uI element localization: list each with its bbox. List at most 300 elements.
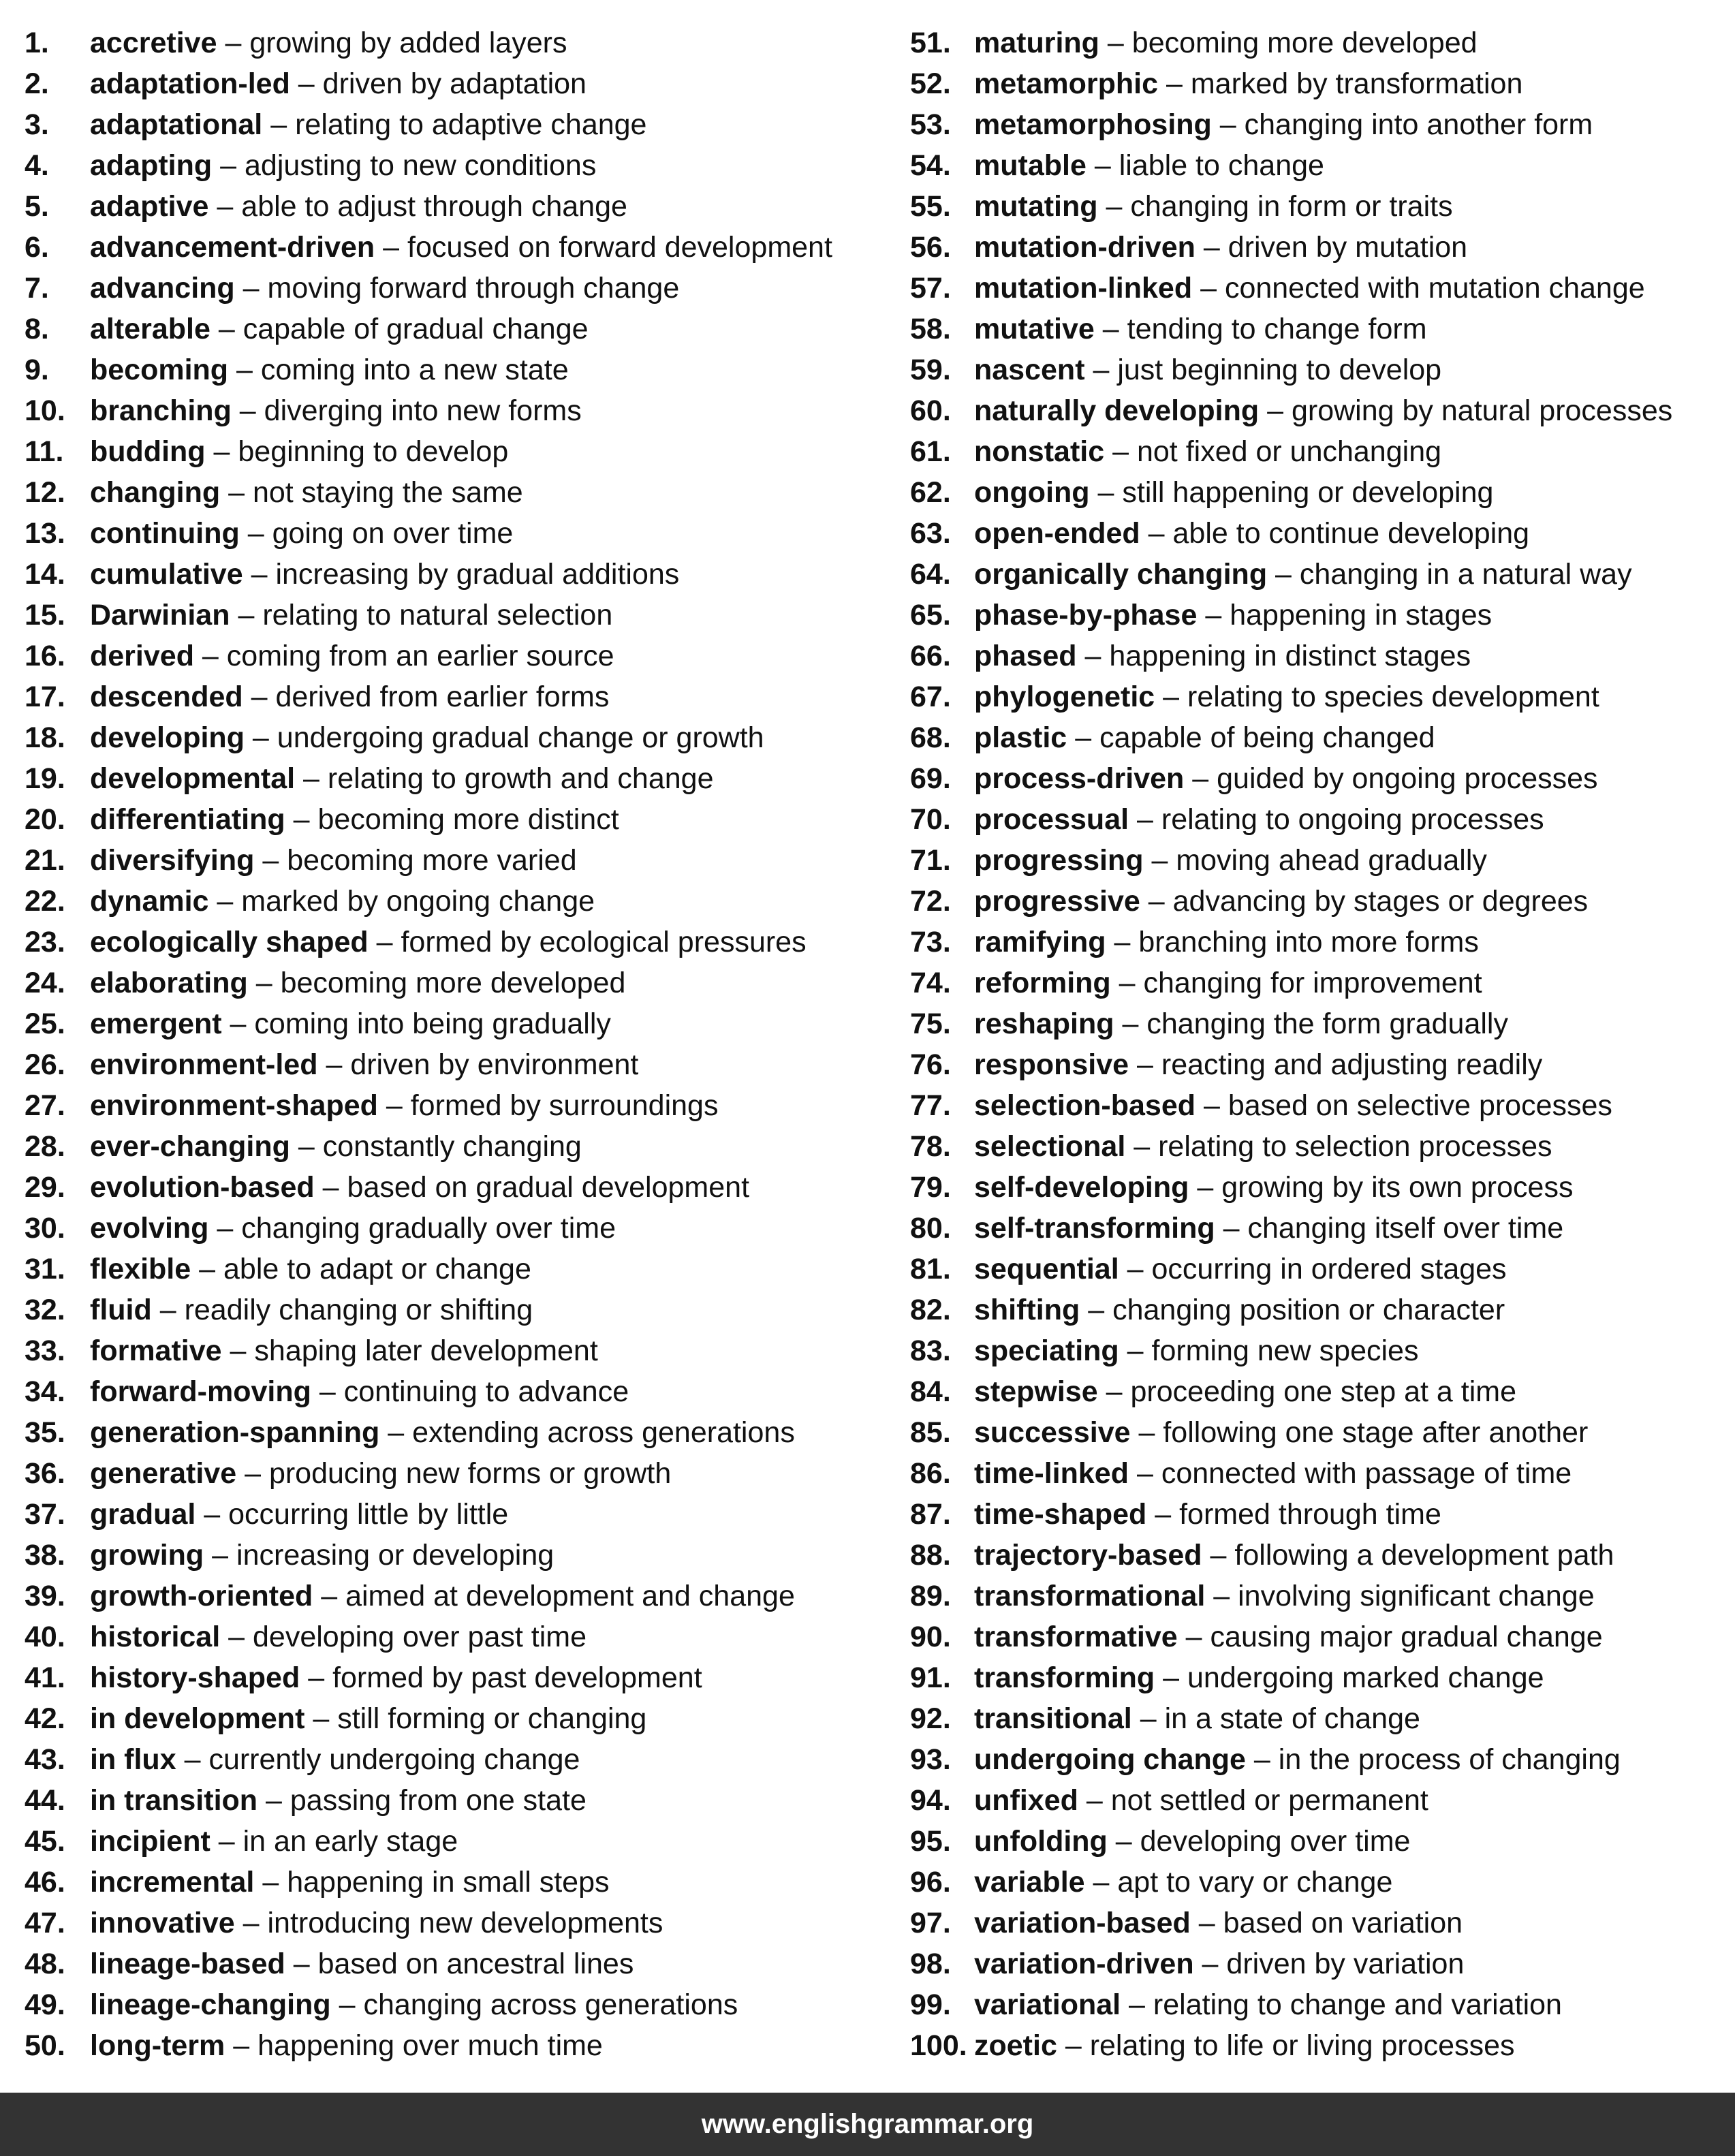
item-number: 49. (25, 1988, 65, 2021)
list-item (25, 390, 890, 431)
item-number: 54. (910, 149, 951, 182)
item-number: 84. (910, 1375, 951, 1408)
list-item (25, 1412, 890, 1453)
item-word: accretive (90, 27, 217, 59)
list-item (910, 922, 1728, 963)
item-separator: – (1119, 967, 1136, 999)
item-separator: – (218, 1825, 235, 1858)
list-item (910, 1290, 1728, 1330)
item-number: 35. (25, 1416, 65, 1449)
item-number: 88. (910, 1539, 951, 1572)
item-definition: reacting and adjusting readily (1161, 1048, 1543, 1081)
item-definition: driven by environment (350, 1048, 639, 1081)
item-word: incipient (90, 1825, 210, 1858)
item-separator: – (388, 1416, 405, 1449)
item-number: 64. (910, 558, 951, 591)
item-definition: causing major gradual change (1210, 1621, 1603, 1653)
item-number: 82. (910, 1294, 951, 1326)
item-definition: passing from one state (290, 1784, 587, 1817)
item-separator: – (1086, 1784, 1103, 1817)
list-item (910, 758, 1728, 799)
item-separator: – (1148, 885, 1165, 918)
item-separator: – (1134, 1130, 1151, 1163)
item-number: 38. (25, 1539, 65, 1572)
item-separator: – (251, 558, 268, 591)
item-number: 89. (910, 1580, 951, 1612)
list-item (910, 1249, 1728, 1290)
item-definition: proceeding one step at a time (1130, 1375, 1517, 1408)
item-separator: – (1223, 1212, 1240, 1245)
list-item (910, 1371, 1728, 1412)
item-word: generative (90, 1457, 237, 1490)
item-number: 18. (25, 721, 65, 754)
item-separator: – (1198, 1907, 1215, 1939)
item-separator: – (298, 1130, 315, 1163)
item-separator: – (1102, 313, 1119, 345)
item-separator: – (225, 27, 242, 59)
list-item (25, 472, 890, 513)
item-number: 67. (910, 681, 951, 713)
item-word: mutating (974, 190, 1098, 223)
item-definition: connected with passage of time (1161, 1457, 1572, 1490)
item-number: 17. (25, 681, 65, 713)
item-definition: based on ancestral lines (317, 1948, 634, 1980)
item-word: successive (974, 1416, 1131, 1449)
item-number: 90. (910, 1621, 951, 1653)
item-word: nascent (974, 354, 1085, 386)
item-word: selection-based (974, 1089, 1195, 1122)
item-separator: – (212, 1539, 229, 1572)
item-number: 37. (25, 1498, 65, 1531)
item-number: 92. (910, 1702, 951, 1735)
list-item (25, 145, 890, 186)
list-item (910, 1862, 1728, 1903)
item-definition: liable to change (1119, 149, 1324, 182)
list-item (910, 595, 1728, 636)
list-item (910, 349, 1728, 390)
item-definition: changing position or character (1112, 1294, 1505, 1326)
item-definition: relating to species development (1187, 681, 1599, 713)
item-separator: – (1213, 1580, 1230, 1612)
item-number: 16. (25, 640, 65, 672)
item-word: in transition (90, 1784, 258, 1817)
item-word: flexible (90, 1253, 191, 1285)
item-number: 3. (25, 108, 49, 141)
item-definition: occurring little by little (228, 1498, 509, 1531)
item-definition: based on selective processes (1228, 1089, 1612, 1122)
item-definition: still happening or developing (1122, 476, 1494, 509)
item-separator: – (1138, 1416, 1155, 1449)
item-definition: formed by surroundings (410, 1089, 719, 1122)
list-item (25, 513, 890, 554)
list-item (25, 2025, 890, 2066)
list-item (25, 963, 890, 1003)
item-number: 4. (25, 149, 49, 182)
item-separator: – (1219, 108, 1236, 141)
item-number: 96. (910, 1866, 951, 1899)
item-number: 98. (910, 1948, 951, 1980)
item-definition: adjusting to new conditions (245, 149, 597, 182)
item-word: elaborating (90, 967, 248, 999)
item-separator: – (1112, 435, 1129, 468)
item-definition: introducing new developments (267, 1907, 663, 1939)
item-number: 24. (25, 967, 65, 999)
item-separator: – (230, 1007, 247, 1040)
item-word: adaptation-led (90, 67, 290, 100)
item-word: reshaping (974, 1007, 1114, 1040)
item-word: forward-moving (90, 1375, 311, 1408)
item-word: derived (90, 640, 194, 672)
item-separator: – (228, 1621, 245, 1653)
item-number: 71. (910, 844, 951, 877)
list-item (25, 1657, 890, 1698)
item-number: 95. (910, 1825, 951, 1858)
item-definition: in an early stage (243, 1825, 458, 1858)
list-item (25, 63, 890, 104)
item-separator: – (247, 517, 264, 550)
item-number: 78. (910, 1130, 951, 1163)
item-separator: – (255, 967, 272, 999)
item-separator: – (233, 2029, 250, 2062)
item-definition: apt to vary or change (1117, 1866, 1393, 1899)
item-definition: currently undergoing change (208, 1743, 580, 1776)
item-definition: changing into another form (1244, 108, 1593, 141)
list-item (25, 1044, 890, 1085)
item-number: 59. (910, 354, 951, 386)
item-separator: – (1192, 762, 1209, 795)
item-number: 74. (910, 967, 951, 999)
list-item (25, 1943, 890, 1984)
list-item (25, 1494, 890, 1535)
item-separator: – (1129, 1988, 1145, 2021)
list-item (25, 1003, 890, 1044)
list-item (25, 758, 890, 799)
item-definition: advancing by stages or degrees (1172, 885, 1589, 918)
item-word: ecologically shaped (90, 926, 369, 958)
list-item (910, 799, 1728, 840)
item-definition: formed through time (1179, 1498, 1441, 1531)
item-number: 53. (910, 108, 951, 141)
item-separator: – (199, 1253, 216, 1285)
item-word: incremental (90, 1866, 255, 1899)
list-item (910, 1903, 1728, 1943)
item-separator: – (1267, 394, 1284, 427)
item-definition: marked by transformation (1190, 67, 1523, 100)
item-definition: not staying the same (252, 476, 523, 509)
item-definition: tending to change form (1127, 313, 1427, 345)
item-number: 11. (25, 435, 64, 468)
item-definition: undergoing gradual change or growth (277, 721, 764, 754)
item-separator: – (1136, 1457, 1153, 1490)
item-separator: – (243, 1907, 260, 1939)
item-word: budding (90, 435, 206, 468)
item-separator: – (1163, 1661, 1180, 1694)
item-separator: – (1115, 1825, 1132, 1858)
item-definition: changing for improvement (1143, 967, 1482, 999)
item-number: 52. (910, 67, 951, 100)
list-item (25, 268, 890, 309)
item-word: long-term (90, 2029, 225, 2062)
item-definition: able to adapt or change (223, 1253, 531, 1285)
item-separator: – (1200, 272, 1217, 304)
item-definition: extending across generations (412, 1416, 795, 1449)
item-word: variation-driven (974, 1948, 1194, 1980)
item-separator: – (1210, 1539, 1227, 1572)
item-definition: changing itself over time (1247, 1212, 1564, 1245)
item-number: 93. (910, 1743, 951, 1776)
list-item (25, 922, 890, 963)
list-item (910, 1698, 1728, 1739)
list-item (910, 636, 1728, 676)
item-number: 25. (25, 1007, 65, 1040)
item-word: dynamic (90, 885, 209, 918)
item-definition: continuing to advance (343, 1375, 629, 1408)
item-definition: becoming more distinct (317, 803, 619, 836)
item-separator: – (1163, 681, 1180, 713)
item-separator: – (383, 231, 400, 264)
item-separator: – (1097, 476, 1114, 509)
item-definition: guided by ongoing processes (1217, 762, 1598, 795)
item-number: 72. (910, 885, 951, 918)
item-definition: marked by ongoing change (241, 885, 595, 918)
item-word: environment-led (90, 1048, 318, 1081)
item-separator: – (1185, 1621, 1202, 1653)
item-word: transformative (974, 1621, 1178, 1653)
item-number: 39. (25, 1580, 65, 1612)
list-item (25, 799, 890, 840)
item-definition: becoming more varied (287, 844, 577, 877)
item-word: open-ended (974, 517, 1140, 550)
item-separator: – (1088, 1294, 1105, 1326)
list-item (910, 22, 1728, 63)
item-definition: following one stage after another (1163, 1416, 1589, 1449)
item-separator: – (303, 762, 319, 795)
item-definition: able to adjust through change (241, 190, 627, 223)
item-separator: – (217, 885, 234, 918)
item-word: becoming (90, 354, 229, 386)
item-separator: – (230, 1334, 247, 1367)
item-definition: moving forward through change (267, 272, 680, 304)
item-definition: becoming more developed (280, 967, 626, 999)
item-separator: – (1148, 517, 1165, 550)
item-definition: relating to adaptive change (295, 108, 647, 141)
list-item (25, 1903, 890, 1943)
item-definition: forming new species (1151, 1334, 1419, 1367)
item-definition: formed by ecological pressures (401, 926, 807, 958)
list-item (25, 717, 890, 758)
item-separator: – (245, 1457, 261, 1490)
item-definition: coming into being gradually (254, 1007, 611, 1040)
item-definition: changing the form gradually (1146, 1007, 1508, 1040)
list-item (910, 1003, 1728, 1044)
item-number: 47. (25, 1907, 65, 1939)
item-separator: – (321, 1580, 338, 1612)
item-definition: based on gradual development (347, 1171, 750, 1204)
list-item (910, 881, 1728, 922)
item-separator: – (1203, 231, 1220, 264)
item-definition: changing in form or traits (1130, 190, 1453, 223)
item-definition: moving ahead gradually (1176, 844, 1487, 877)
item-definition: growing by added layers (249, 27, 567, 59)
item-number: 80. (910, 1212, 951, 1245)
item-definition: driven by variation (1226, 1948, 1465, 1980)
item-definition: constantly changing (322, 1130, 582, 1163)
item-definition: producing new forms or growth (268, 1457, 672, 1490)
item-separator: – (1127, 1334, 1144, 1367)
item-word: phylogenetic (974, 681, 1155, 713)
item-number: 40. (25, 1621, 65, 1653)
item-word: organically changing (974, 558, 1268, 591)
item-word: adaptational (90, 108, 263, 141)
item-number: 42. (25, 1702, 65, 1735)
item-number: 46. (25, 1866, 65, 1899)
item-word: ever-changing (90, 1130, 290, 1163)
item-definition: formed by past development (332, 1661, 702, 1694)
list-item (25, 1208, 890, 1249)
item-separator: – (202, 640, 219, 672)
item-word: changing (90, 476, 221, 509)
item-word: time-shaped (974, 1498, 1147, 1531)
item-word: responsive (974, 1048, 1129, 1081)
list-item (25, 186, 890, 227)
list-item (25, 349, 890, 390)
item-definition: changing in a natural way (1299, 558, 1632, 591)
item-word: progressive (974, 885, 1140, 918)
item-word: formative (90, 1334, 222, 1367)
item-separator: – (1137, 803, 1153, 836)
item-definition: growing by its own process (1221, 1171, 1574, 1204)
item-definition: diverging into new forms (264, 394, 582, 427)
item-separator: – (376, 926, 393, 958)
list-item (910, 1984, 1728, 2025)
item-word: mutation-linked (974, 272, 1193, 304)
item-separator: – (1197, 1171, 1214, 1204)
item-number: 85. (910, 1416, 951, 1449)
item-number: 44. (25, 1784, 65, 1817)
item-word: emergent (90, 1007, 222, 1040)
item-number: 91. (910, 1661, 951, 1694)
item-word: differentiating (90, 803, 285, 836)
footer-bar (0, 2093, 1735, 2156)
item-number: 22. (25, 885, 65, 918)
list-item (910, 1535, 1728, 1576)
item-word: unfixed (974, 1784, 1078, 1817)
item-word: variation-based (974, 1907, 1191, 1939)
item-word: generation-spanning (90, 1416, 380, 1449)
item-definition: growing by natural processes (1291, 394, 1673, 427)
item-word: shifting (974, 1294, 1080, 1326)
item-number: 55. (910, 190, 951, 223)
item-word: transforming (974, 1661, 1155, 1694)
list-item (25, 1780, 890, 1821)
item-separator: – (1127, 1253, 1144, 1285)
item-definition: undergoing marked change (1187, 1661, 1544, 1694)
item-number: 23. (25, 926, 65, 958)
item-separator: – (1166, 67, 1183, 100)
item-definition: driven by adaptation (322, 67, 587, 100)
item-number: 30. (25, 1212, 65, 1245)
list-item (910, 1126, 1728, 1167)
item-separator: – (262, 1866, 279, 1899)
item-word: sequential (974, 1253, 1119, 1285)
item-separator: – (228, 476, 245, 509)
item-word: growing (90, 1539, 204, 1572)
item-number: 9. (25, 354, 49, 386)
footer-url: www.englishgrammar.org (701, 2109, 1034, 2139)
item-word: gradual (90, 1498, 196, 1531)
item-definition: developing over time (1140, 1825, 1411, 1858)
item-definition: increasing by gradual additions (275, 558, 680, 591)
item-separator: – (204, 1498, 221, 1531)
item-word: process-driven (974, 762, 1185, 795)
item-separator: – (1094, 149, 1111, 182)
item-word: reforming (974, 967, 1111, 999)
item-number: 43. (25, 1743, 65, 1776)
list-item (910, 1576, 1728, 1616)
item-separator: – (217, 1212, 234, 1245)
item-separator: – (298, 67, 315, 100)
item-definition: relating to change and variation (1153, 1988, 1562, 2021)
item-definition: connected with mutation change (1224, 272, 1645, 304)
item-word: diversifying (90, 844, 255, 877)
item-number: 58. (910, 313, 951, 345)
list-item (25, 22, 890, 63)
item-word: progressing (974, 844, 1144, 877)
item-word: in flux (90, 1743, 176, 1776)
item-definition: capable of being changed (1099, 721, 1435, 754)
item-definition: following a development path (1234, 1539, 1614, 1572)
item-separator: – (220, 149, 237, 182)
item-word: ramifying (974, 926, 1106, 958)
list-item (910, 63, 1728, 104)
list-item (25, 1984, 890, 2025)
item-number: 1. (25, 27, 49, 59)
item-separator: – (251, 681, 268, 713)
item-number: 86. (910, 1457, 951, 1490)
list-item (910, 1085, 1728, 1126)
item-number: 31. (25, 1253, 65, 1285)
word-list-column-left (25, 22, 890, 2066)
list-item (910, 431, 1728, 472)
list-item (25, 1290, 890, 1330)
item-word: lineage-changing (90, 1988, 331, 2021)
item-definition: changing across generations (363, 1988, 738, 2021)
item-word: transformational (974, 1580, 1206, 1612)
list-item (910, 1657, 1728, 1698)
list-item (910, 963, 1728, 1003)
item-word: evolution-based (90, 1171, 315, 1204)
item-number: 99. (910, 1988, 951, 2021)
item-definition: shaping later development (254, 1334, 598, 1367)
item-word: historical (90, 1621, 221, 1653)
item-word: metamorphosing (974, 108, 1212, 141)
item-definition: happening in distinct stages (1109, 640, 1471, 672)
list-item (910, 309, 1728, 349)
item-number: 73. (910, 926, 951, 958)
list-item (25, 1085, 890, 1126)
list-item (910, 1494, 1728, 1535)
item-separator: – (293, 1948, 310, 1980)
item-definition: involving significant change (1238, 1580, 1595, 1612)
list-item (25, 1739, 890, 1780)
item-definition: relating to selection processes (1158, 1130, 1552, 1163)
item-number: 87. (910, 1498, 951, 1531)
item-number: 14. (25, 558, 65, 591)
item-definition: relating to natural selection (262, 599, 613, 631)
item-number: 77. (910, 1089, 951, 1122)
item-number: 6. (25, 231, 49, 264)
item-definition: aimed at development and change (345, 1580, 795, 1612)
